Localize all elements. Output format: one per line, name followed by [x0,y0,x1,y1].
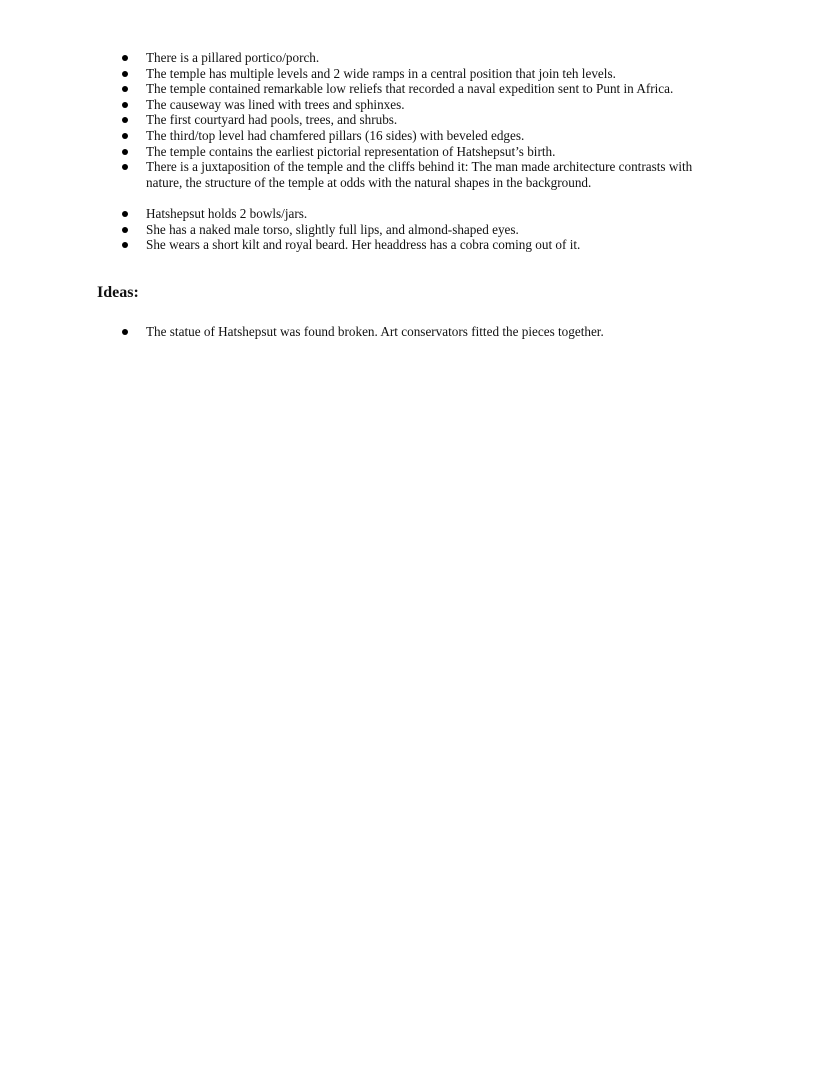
bullet-icon [122,227,128,233]
list-item-text: The temple contained remarkable low reliefs that recorded a naval expedition sent to Punt in Africa. [146,81,674,97]
list-item [120,112,720,128]
list-item [120,128,720,144]
list-item-text: Hatshepsut holds 2 bowls/jars. [146,206,308,221]
statue-notes-list [120,206,720,253]
temple-notes-list [120,50,720,190]
bullet-icon [122,86,128,92]
bullet-icon [122,133,128,139]
list-item-text: The temple contains the earliest pictorial representation of Hatshepsut’s birth. [146,143,556,159]
list-item-text: The third/top level had chamfered pillars (16 sides) with beveled edges. [146,127,525,143]
list-item [120,144,720,160]
ideas-list [120,324,720,340]
bullet-icon [122,149,128,155]
list-item-text: There is a pillared portico/porch. [146,50,320,65]
bullet-icon [122,329,128,335]
list-item [120,66,720,82]
bullet-icon [122,117,128,123]
list-item [120,159,720,190]
list-item [120,97,720,113]
list-item-text: She wears a short kilt and royal beard. Her headdress has a cobra coming out of it. [146,237,581,253]
bullet-icon [122,164,128,170]
list-item [120,237,720,253]
list-item [120,50,720,66]
list-item-text: There is a juxtaposition of the temple and the cliffs behind it: The man made architecture contrasts with nature, the structure of the temple at odds with the natural shapes in the background. [146,159,693,190]
list-item-text: The first courtyard had pools, trees, and shrubs. [146,112,398,128]
list-item-text: She has a naked male torso, slightly full lips, and almond-shaped eyes. [146,221,519,237]
list-item-text: The causeway was lined with trees and sphinxes. [146,96,405,112]
bullet-icon [122,55,128,61]
bullet-icon [122,102,128,108]
list-item [120,324,720,340]
list-item [120,81,720,97]
list-item [120,206,720,222]
list-item [120,222,720,238]
bullet-icon [122,71,128,77]
list-item-text: The temple has multiple levels and 2 wide ramps in a central position that join teh levels. [146,65,616,81]
bullet-icon [122,242,128,248]
list-item-text: The statue of Hatshepsut was found broken. Art conservators fitted the pieces together. [146,324,604,339]
ideas-heading: Ideas: [97,284,139,301]
bullet-icon [122,211,128,217]
